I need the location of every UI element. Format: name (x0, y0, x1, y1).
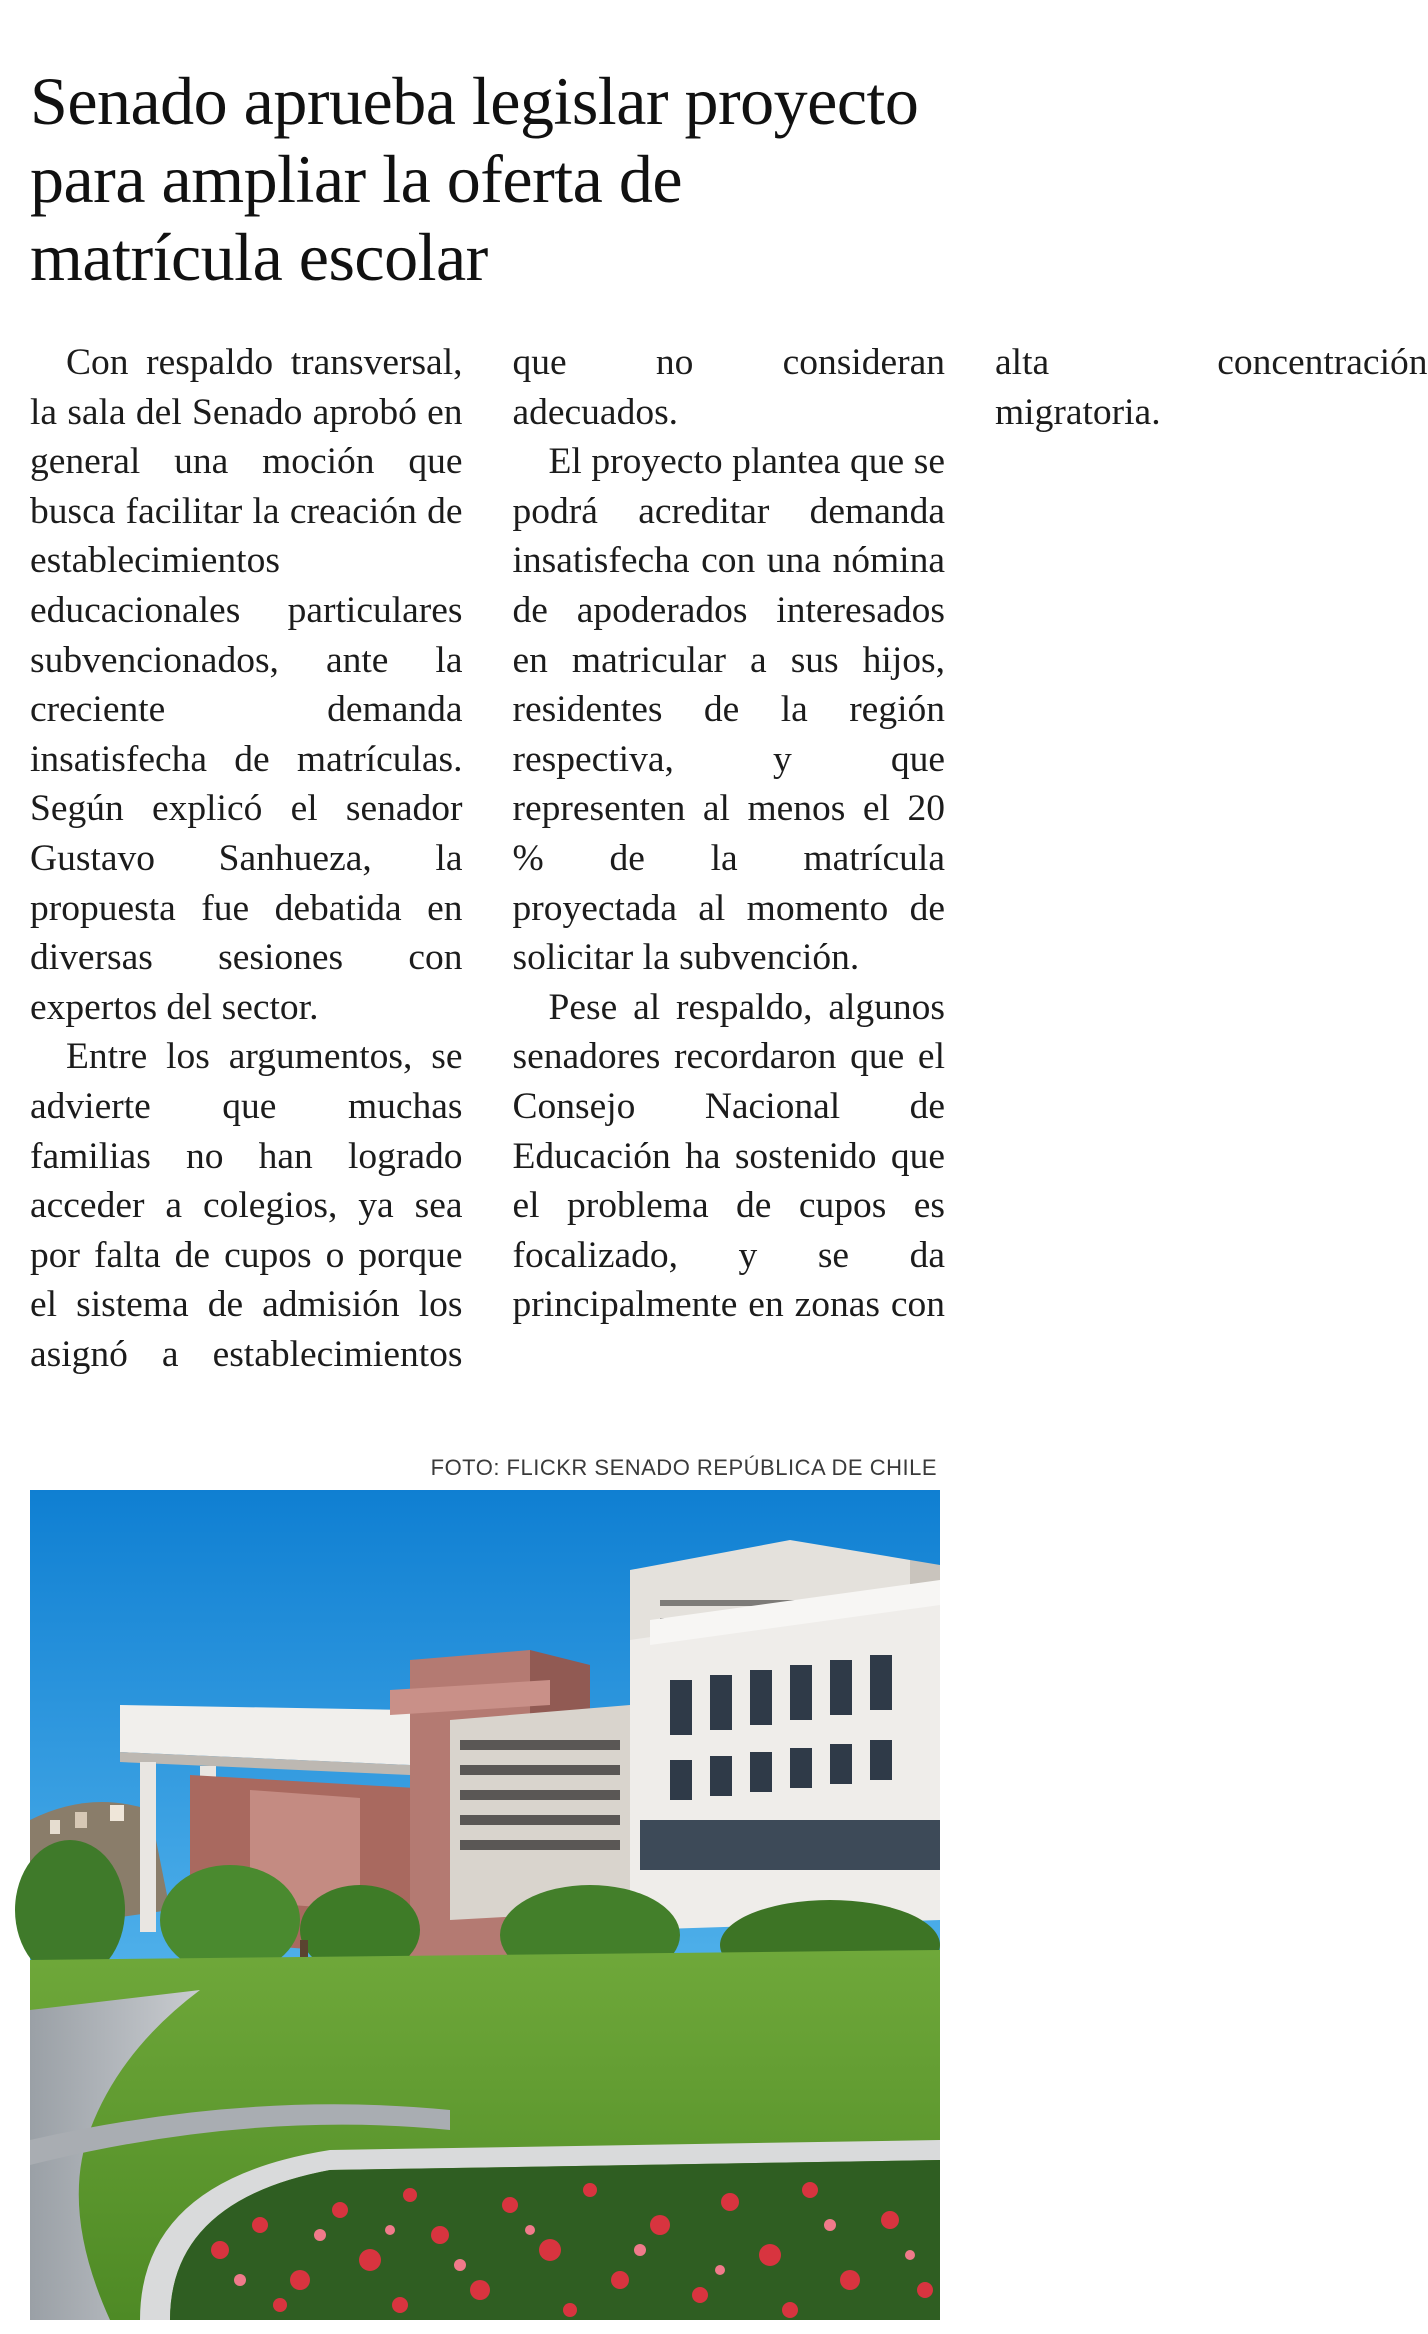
photo-credit: FOTO: FLICKR SENADO REPÚBLICA DE CHILE (430, 1455, 937, 1480)
photo-illustration (30, 1490, 940, 2320)
article-body (30, 338, 1428, 1428)
paragraph-3: El proyecto plantea que se podrá acreditar demanda insatisfecha con una nómina de apoderados interesados en matricular a sus hijos, residentes de la región respectiva, y que representen al menos el 20 % de la matrícula proyectada al momento de solicitar la subvención. (512, 441, 945, 979)
headline: Senado aprueba legislar proyecto para ampliar la oferta de matrícula escolar (30, 63, 919, 295)
flower-bed (170, 2160, 940, 2320)
paragraph-4: Pese al respaldo, algunos senadores recordaron que el Consejo Nacional de Educación ha sostenido que el problema de cupos es focalizado, y se da principalmente en zonas con alta concentración migratoria. (512, 342, 1428, 1326)
paragraph-1: Con respaldo transversal, la sala del Senado aprobó en general una moción que busca facilitar la creación de establecimientos educacionales particulares subvencionados, ante la creciente demanda insatisfecha de matrículas. Según explicó el senador Gustavo Sanhueza, la propuesta fue debatida en diversas sesiones con expertos del sector. (30, 342, 463, 1028)
paragraph-2: Entre los argumentos, se advierte que muchas familias no han logrado acceder a colegios, ya sea por falta de cupos o porque el sistema de admisión los asignó a establecimientos que no consideran adecuados. (30, 342, 945, 1375)
senate-building-photo (30, 1490, 940, 2320)
